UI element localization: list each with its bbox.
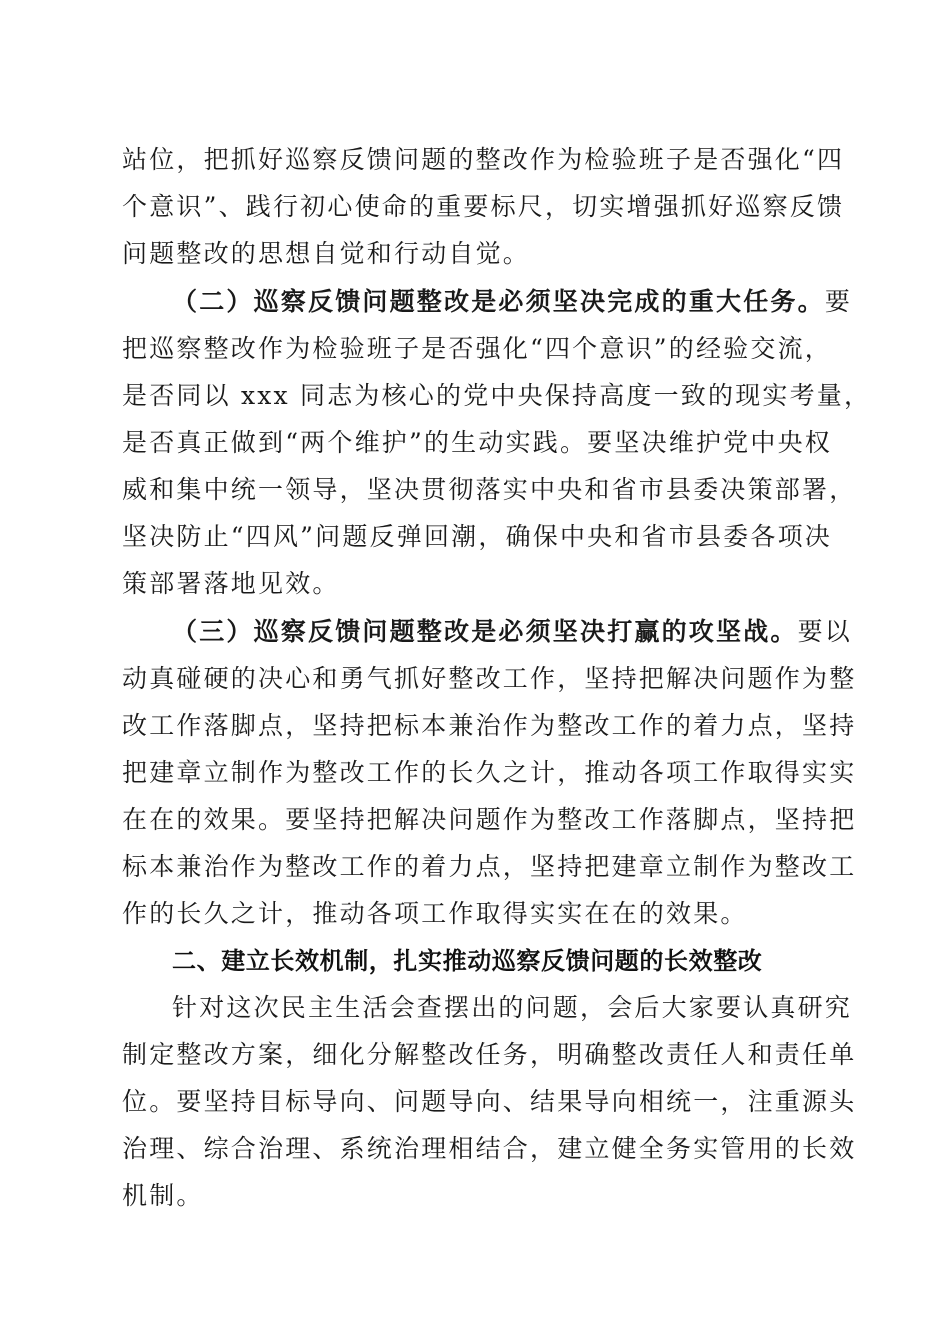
section-heading: 二、建立长效机制，扎实推动巡察反馈问题的长效整改 <box>172 947 763 975</box>
paragraph-2-line-3: 是否同以 xxx 同志为核心的党中央保持高度一致的现实考量， <box>122 381 872 410</box>
paragraph-3-line-2: 动真碰硬的决心和勇气抓好整改工作，坚持把解决问题作为整 <box>122 664 857 693</box>
paragraph-3-line-4: 把建章立制作为整改工作的长久之计，推动各项工作取得实实 <box>122 758 857 787</box>
paragraph-2-lead: （二）巡察反馈问题整改是必须坚决完成的重大任务。 <box>172 287 825 316</box>
paragraph-2-line-4: 是否真正做到“两个维护”的生动实践。要坚决维护党中央权 <box>122 428 832 457</box>
paragraph-3-line-1 <box>172 612 853 652</box>
paragraph-3-line-7: 作的长久之计，推动各项工作取得实实在在的效果。 <box>122 899 748 928</box>
paragraph-2-line-5: 威和集中统一领导，坚决贯彻落实中央和省市县委决策部署， <box>122 475 857 504</box>
paragraph-4-line-1: 针对这次民主生活会查摆出的问题，会后大家要认真研究 <box>172 993 853 1022</box>
paragraph-2-line-2: 把巡察整改作为检验班子是否强化“四个意识”的经验交流， <box>122 334 832 363</box>
paragraph-2-lead-rest: 要 <box>824 287 853 316</box>
paragraph-2-line-1 <box>172 282 853 322</box>
paragraph-2-line-7: 策部署落地见效。 <box>122 569 340 598</box>
paragraph-2-line-6: 坚决防止“四风”问题反弹回潮，确保中央和省市县委各项决 <box>122 522 832 551</box>
paragraph-3-lead-rest: 要以 <box>797 617 853 646</box>
paragraph-3-line-3: 改工作落脚点，坚持把标本兼治作为整改工作的着力点，坚持 <box>122 711 857 740</box>
paragraph-4-line-3: 位。要坚持目标导向、问题导向、结果导向相统一，注重源头 <box>122 1087 857 1116</box>
paragraph-4-line-2: 制定整改方案，细化分解整改任务，明确整改责任人和责任单 <box>122 1040 857 1069</box>
paragraph-1-line-2: 个意识”、践行初心使命的重要标尺，切实增强抓好巡察反馈 <box>122 192 845 221</box>
paragraph-1-line-1: 站位，把抓好巡察反馈问题的整改作为检验班子是否强化“四 <box>122 145 845 174</box>
paragraph-3-line-6: 标本兼治作为整改工作的着力点，坚持把建章立制作为整改工 <box>122 852 857 881</box>
paragraph-1-line-3: 问题整改的思想自觉和行动自觉。 <box>122 239 531 268</box>
paragraph-3-line-5: 在在的效果。要坚持把解决问题作为整改工作落脚点，坚持把 <box>122 805 857 834</box>
paragraph-3-lead: （三）巡察反馈问题整改是必须坚决打赢的攻坚战。 <box>172 617 798 646</box>
paragraph-4-line-5: 机制。 <box>122 1181 204 1210</box>
paragraph-4-line-4: 治理、综合治理、系统治理相结合，建立健全务实管用的长效 <box>122 1134 857 1163</box>
